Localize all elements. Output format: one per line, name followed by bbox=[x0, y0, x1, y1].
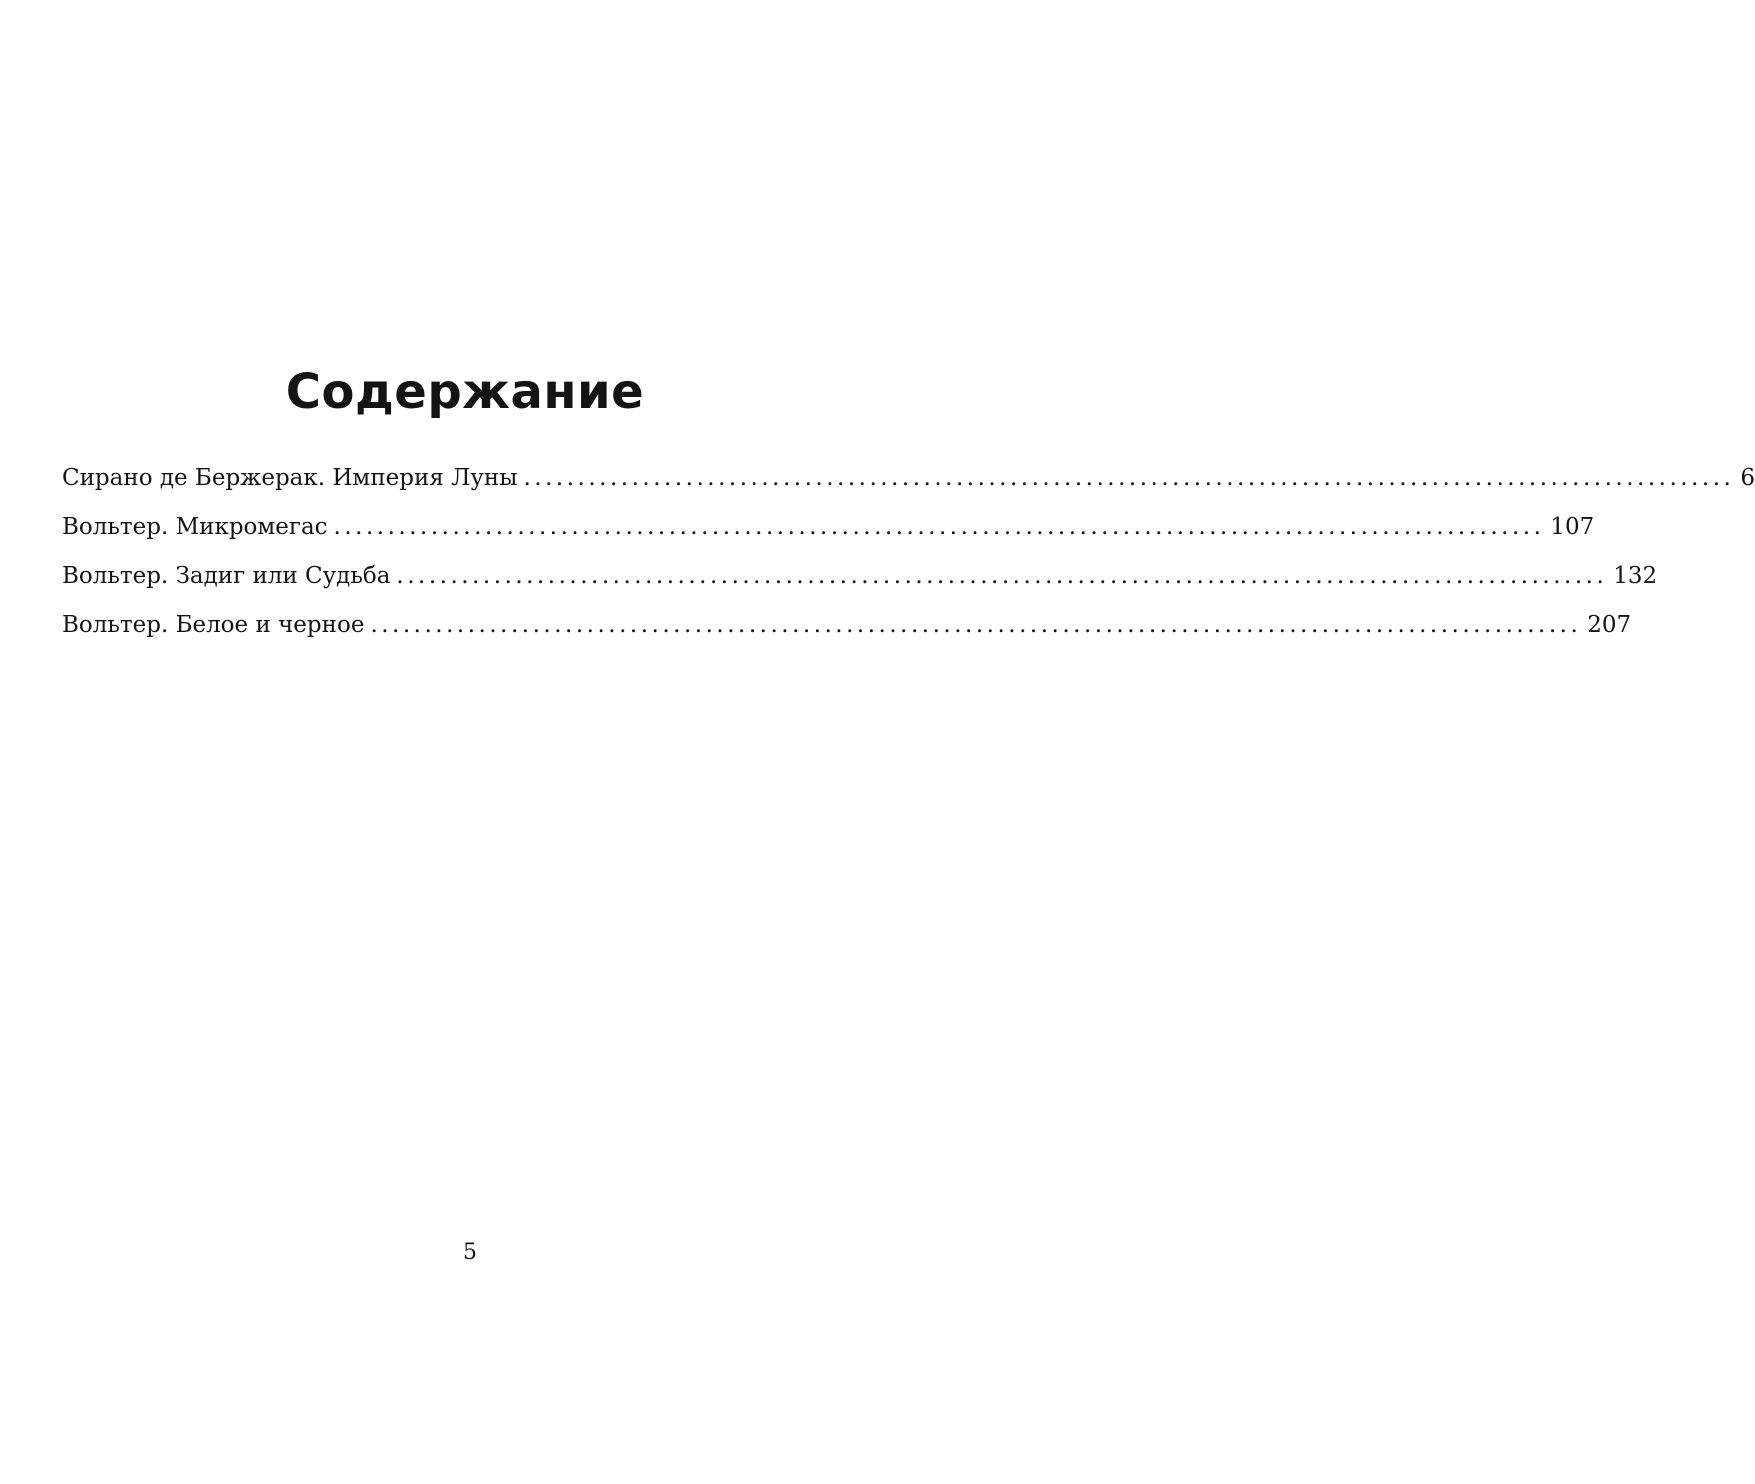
toc-entry-page: 207 bbox=[1587, 612, 1632, 638]
toc-entry-title: Вольтер. Белое и черное bbox=[62, 612, 365, 638]
table-of-contents bbox=[62, 455, 1755, 651]
dot-leader: ................................................................................................................ bbox=[523, 465, 1735, 491]
toc-entry-title: Сирано де Бержерак. Империя Луны bbox=[62, 465, 518, 491]
dot-leader: ................................................................................................................ bbox=[333, 514, 1545, 540]
page-number: 5 bbox=[463, 1240, 477, 1265]
toc-entry[interactable] bbox=[62, 504, 1595, 553]
dot-leader: ................................................................................................................ bbox=[396, 563, 1608, 589]
toc-entry-page: 107 bbox=[1550, 514, 1595, 540]
toc-entry[interactable] bbox=[62, 602, 1632, 651]
page-title: Содержание bbox=[285, 364, 645, 420]
toc-entry[interactable] bbox=[62, 553, 1658, 602]
toc-entry-page: 132 bbox=[1613, 563, 1658, 589]
toc-entry[interactable] bbox=[62, 455, 1755, 504]
dot-leader: ................................................................................................................ bbox=[370, 612, 1582, 638]
toc-entry-title: Вольтер. Задиг или Судьба bbox=[62, 563, 391, 589]
toc-entry-title: Вольтер. Микромегас bbox=[62, 514, 328, 540]
toc-entry-page: 6 bbox=[1740, 465, 1755, 491]
